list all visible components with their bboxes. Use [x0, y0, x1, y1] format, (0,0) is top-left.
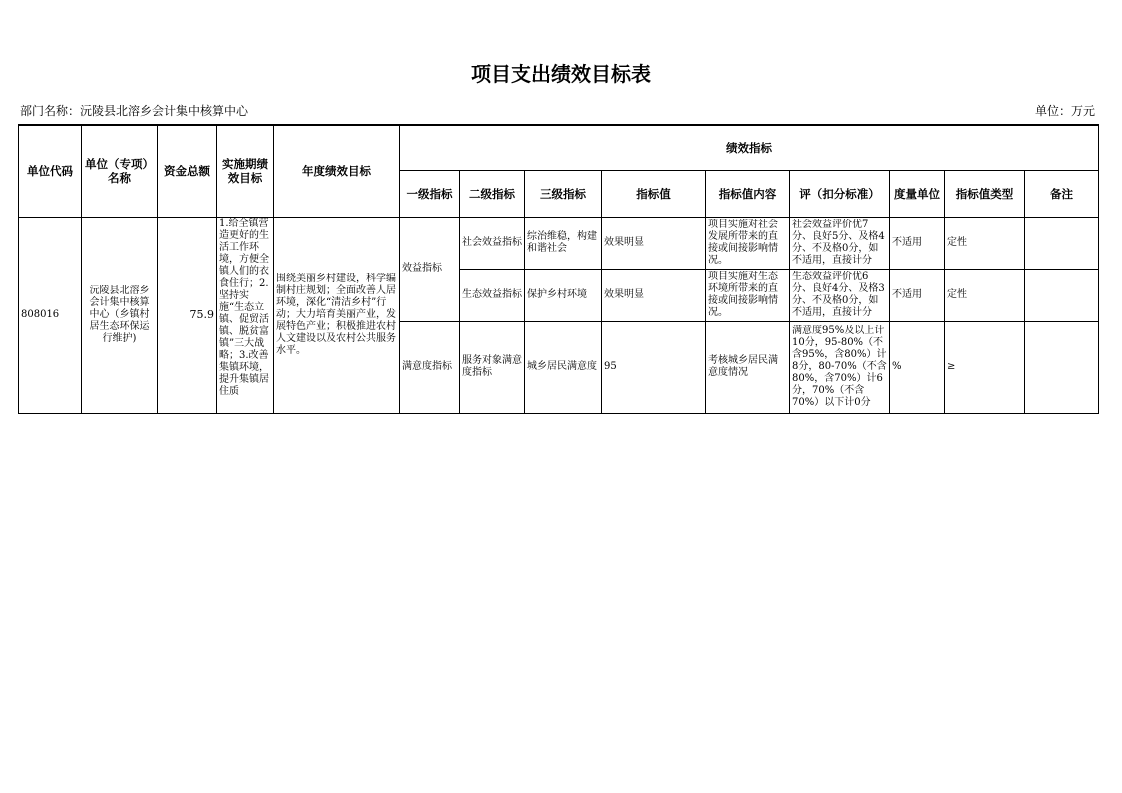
scoring-cell: [790, 269, 890, 321]
value-type-cell: ≥: [945, 321, 1025, 413]
header-performance-indicators: 绩效指标: [400, 125, 1099, 170]
level3-cell: 保护乡村环境: [525, 269, 602, 321]
scoring-text: 生态效益评价优6分、良好4分、及格3分、不及格0分，如不适用，直接计分: [792, 271, 885, 318]
table-row: [19, 217, 1099, 269]
measure-unit-cell: %: [890, 321, 945, 413]
indicator-value-cell: 效果明显: [602, 217, 706, 269]
header-value-type: 指标值类型: [945, 170, 1025, 217]
header-indicator-value: 指标值: [602, 170, 706, 217]
value-content-cell: 考核城乡居民满意度情况: [706, 321, 790, 413]
header-unit-code: 单位代码: [19, 125, 82, 217]
remark-cell: [1025, 321, 1099, 413]
unit-code-cell: 808016: [19, 217, 82, 413]
value-content-text: 项目实施对生态环境所带来的直接或间接影响情况。: [708, 271, 778, 318]
value-type-cell: 定性: [945, 269, 1025, 321]
remark-cell: [1025, 269, 1099, 321]
scoring-text: 社会效益评价优7分、良好5分、及格4分、不及格0分，如不适用，直接计分: [792, 219, 885, 266]
measure-unit-cell: 不适用: [890, 269, 945, 321]
scoring-cell: [790, 321, 890, 413]
header-scoring: 评（扣分标准）: [790, 170, 890, 217]
unit-name-text: 沅陵县北溶乡会计集中核算中心（乡镇村居生态环保运行维护): [89, 285, 150, 344]
header-level3: 三级指标: [525, 170, 602, 217]
header-remark: 备注: [1025, 170, 1099, 217]
department-name: 部门名称：沅陵县北溶乡会计集中核算中心: [20, 104, 249, 118]
page-title: 项目支出绩效目标表: [471, 62, 651, 86]
value-type-cell: 定性: [945, 217, 1025, 269]
header-level2: 二级指标: [460, 170, 525, 217]
level3-cell: 城乡居民满意度: [525, 321, 602, 413]
value-content-cell: [706, 269, 790, 321]
remark-cell: [1025, 217, 1099, 269]
header-annual-goal: 年度绩效目标: [274, 125, 400, 217]
period-goal-text: 1.给全镇营造更好的生活工作环境，方便全镇人们的衣食住行；2.坚持实施“生态立镇、促贸活镇、脱贫富镇”三大战略；3.改善集镇环境，提升集镇居住质: [219, 217, 269, 397]
indicator-value-cell: 效果明显: [602, 269, 706, 321]
level2-cell: 社会效益指标: [460, 217, 525, 269]
annual-goal-cell: [274, 217, 400, 413]
value-content-cell: [706, 217, 790, 269]
level1-cell: 效益指标: [400, 217, 460, 321]
level1-cell: 满意度指标: [400, 321, 460, 413]
scoring-cell: [790, 217, 890, 269]
level2-cell: 生态效益指标: [460, 269, 525, 321]
header-measure-unit: 度量单位: [890, 170, 945, 217]
performance-table: [18, 124, 1099, 414]
value-content-text: 项目实施对社会发展所带来的直接或间接影响情况。: [708, 219, 778, 266]
total-funds-cell: 75.9: [158, 217, 217, 413]
scoring-text: 满意度95%及以上计10分，95-80%（不含95%，含80%）计8分，80-70%（不含80%，含70%）计6分，70%（不含70%）以下计0分: [792, 325, 887, 408]
measure-unit-cell: 不适用: [890, 217, 945, 269]
level2-cell: 服务对象满意度指标: [460, 321, 525, 413]
header-unit-name: 单位（专项）名称: [82, 125, 158, 217]
currency-unit: 单位：万元: [1034, 104, 1095, 118]
period-goal-cell: [217, 217, 274, 413]
header-level1: 一级指标: [400, 170, 460, 217]
header-value-content: 指标值内容: [706, 170, 790, 217]
header-total-funds: 资金总额: [158, 125, 217, 217]
indicator-value-cell: 95: [602, 321, 706, 413]
annual-goal-text: 围绕美丽乡村建设，科学编制村庄规划；全面改善人居环境，深化“清洁乡村”行动；大力培育美丽产业，发展特色产业；积极推进农村人文建设以及农村公共服务水平。: [276, 273, 396, 356]
header-period-goal: 实施期绩效目标: [217, 125, 274, 217]
unit-name-cell: [82, 217, 158, 413]
level3-cell: 综治维稳，构建和谐社会: [525, 217, 602, 269]
